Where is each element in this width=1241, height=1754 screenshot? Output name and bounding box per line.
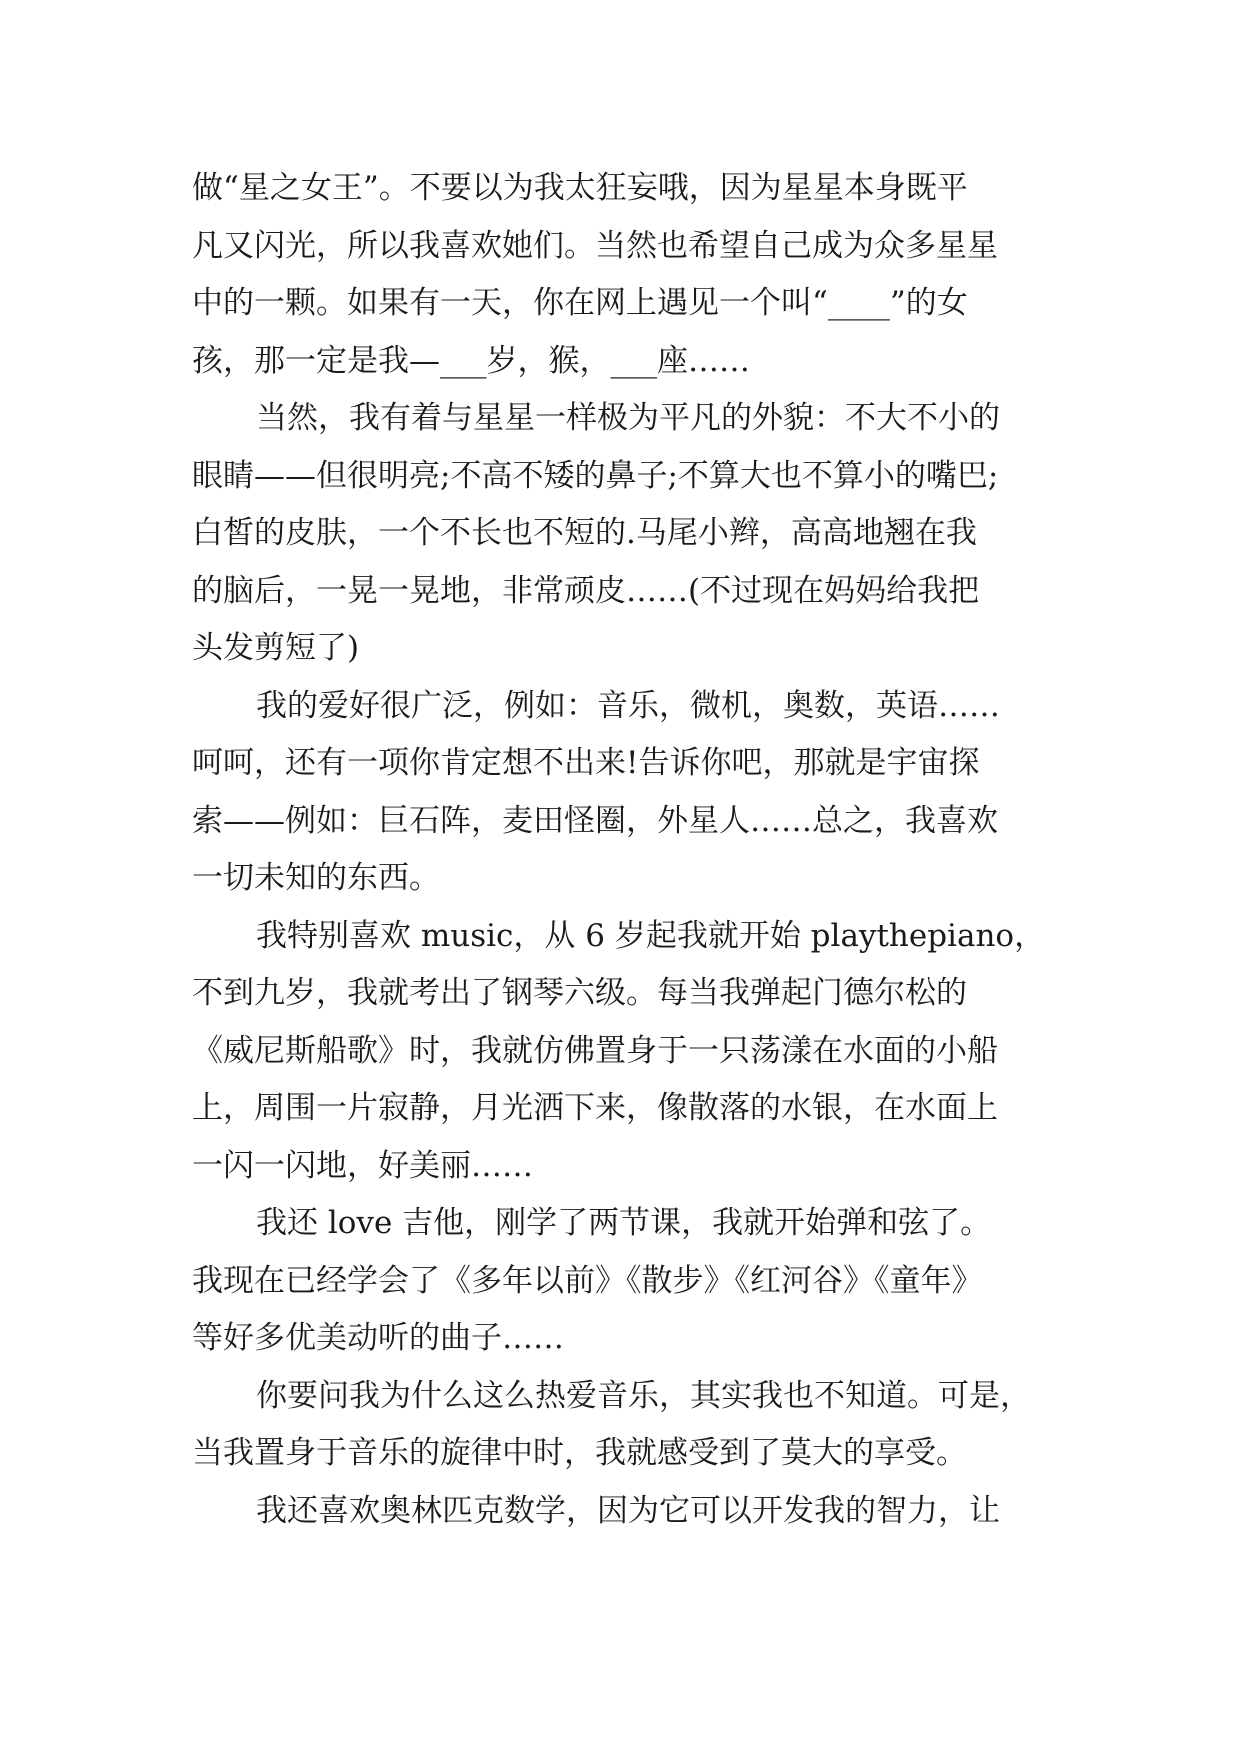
paragraph-first-line: 我的爱好很广泛，例如：音乐，微机，奥数，英语…… — [256, 687, 1000, 724]
text-line: 眼睛——但很明亮;不高不矮的鼻子;不算大也不算小的嘴巴; — [192, 457, 999, 494]
text-line: 我现在已经学会了《多年以前》《散步》《红河谷》《童年》 — [192, 1262, 983, 1299]
text-line: 孩，那一定是我—___岁，猴，___座…… — [192, 342, 750, 379]
text-line: 头发剪短了) — [192, 630, 360, 666]
text-line: 索——例如：巨石阵，麦田怪圈，外星人……总之，我喜欢 — [192, 802, 998, 839]
paragraph-first-line: 我还 love 吉他，刚学了两节课，我就开始弹和弦了。 — [256, 1205, 992, 1241]
text-line: 一切未知的东西。 — [192, 860, 440, 896]
paragraph-first-line: 我特别喜欢 music，从 6 岁起我就开始 playthepiano， — [256, 917, 1046, 954]
text-line: 中的一颗。如果有一天，你在网上遇见一个叫“____”的女 — [192, 285, 968, 321]
text-line: 的脑后，一晃一晃地，非常顽皮……(不过现在妈妈给我把 — [192, 572, 980, 609]
text-line: 《威尼斯船歌》时，我就仿佛置身于一只荡漾在水面的小船 — [192, 1032, 998, 1069]
text-line: 一闪一闪地，好美丽…… — [192, 1147, 533, 1184]
text-line: 不到九岁，我就考出了钢琴六级。每当我弹起门德尔松的 — [192, 975, 967, 1011]
document-body — [192, 160, 1072, 1540]
text-line: 呵呵，还有一项你肯定想不出来!告诉你吧，那就是宇宙探 — [192, 745, 980, 781]
text-line: 白皙的皮肤，一个不长也不短的.马尾小辫，高高地翘在我 — [192, 515, 977, 551]
text-line: 凡又闪光，所以我喜欢她们。当然也希望自己成为众多星星 — [192, 227, 998, 264]
paragraph-first-line: 我还喜欢奥林匹克数学，因为它可以开发我的智力，让 — [256, 1492, 1000, 1529]
text-line: 上，周围一片寂静，月光洒下来，像散落的水银，在水面上 — [192, 1090, 998, 1126]
paragraph-first-line: 你要问我为什么这么热爱音乐，其实我也不知道。可是， — [256, 1377, 1031, 1414]
text-line: 做“星之女王”。不要以为我太狂妄哦，因为星星本身既平 — [192, 170, 968, 206]
text-line: 等好多优美动听的曲子…… — [192, 1320, 564, 1356]
paragraph-first-line: 当然，我有着与星星一样极为平凡的外貌：不大不小的 — [256, 400, 1000, 436]
text-line: 当我置身于音乐的旋律中时，我就感受到了莫大的享受。 — [192, 1435, 967, 1471]
